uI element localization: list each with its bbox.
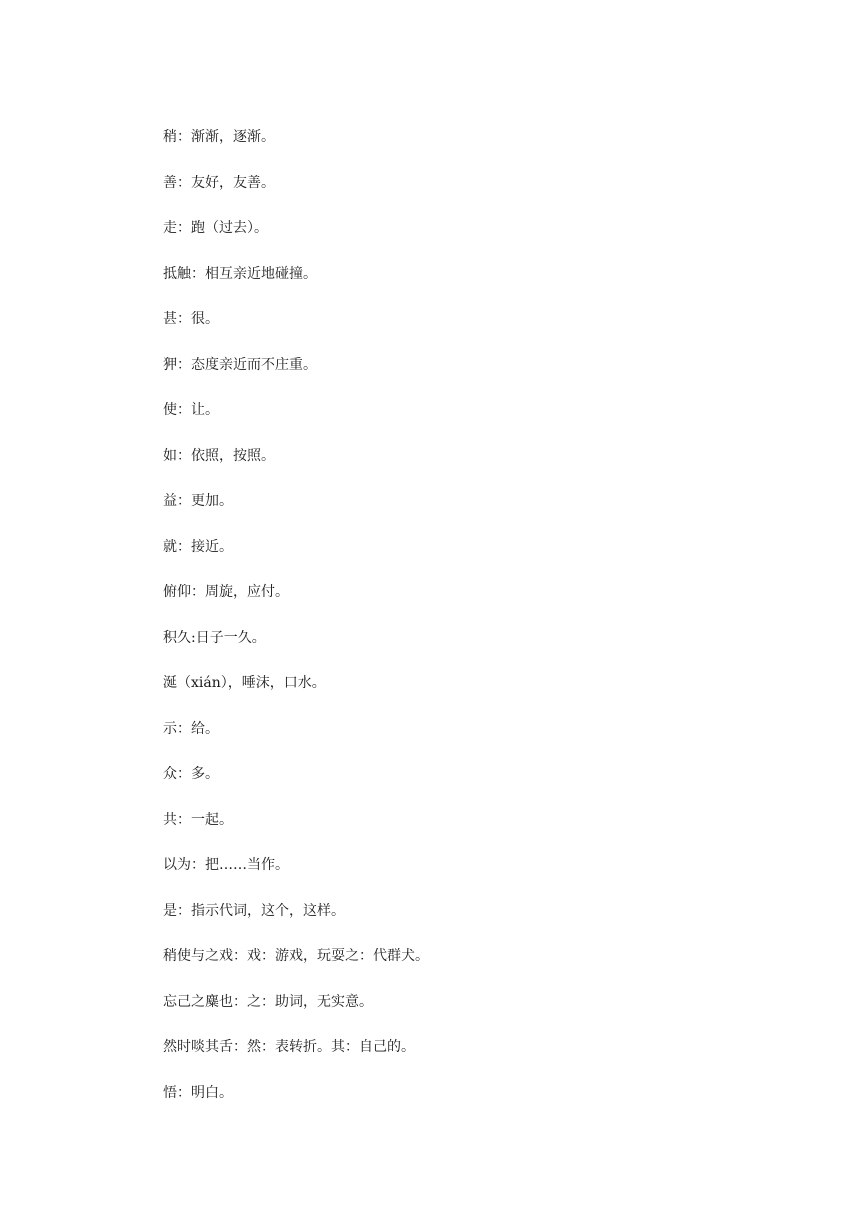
glossary-entry: 稍：渐渐，逐渐。 <box>163 129 275 145</box>
glossary-entry: 狎：态度亲近而不庄重。 <box>163 356 317 373</box>
glossary-entry: 示：给。 <box>163 720 219 737</box>
glossary-entry: 抵触：相互亲近地碰撞。 <box>163 265 317 282</box>
glossary-entry: 共：一起。 <box>163 811 233 828</box>
glossary-entry: 是：指示代词，这个，这样。 <box>163 902 345 919</box>
glossary-entry: 悟：明白。 <box>163 1084 233 1101</box>
glossary-entry: 众：多。 <box>163 766 219 782</box>
glossary-entry: 就：接近。 <box>163 538 233 555</box>
glossary-entry: 以为：把……当作。 <box>163 857 289 873</box>
glossary-entry: 积久:日子一久。 <box>163 629 266 646</box>
glossary-entry: 涎（xián），唾沫，口水。 <box>163 675 326 691</box>
glossary-entry: 如：依照，按照。 <box>163 447 275 464</box>
glossary-entry: 俯仰：周旋，应付。 <box>163 584 289 600</box>
glossary-entry: 甚：很。 <box>163 311 219 327</box>
glossary-entry: 稍使与之戏：戏：游戏，玩耍之：代群犬。 <box>163 948 429 964</box>
glossary-entry: 走：跑（过去）。 <box>163 220 268 236</box>
glossary-entry: 使：让。 <box>163 402 219 418</box>
glossary-entry: 忘己之麋也：之：助词，无实意。 <box>163 993 373 1010</box>
glossary-entry: 然时啖其舌：然：表转折。其：自己的。 <box>163 1039 415 1055</box>
glossary-list <box>163 124 429 1125</box>
glossary-entry: 益：更加。 <box>163 493 233 509</box>
glossary-entry: 善：友好，友善。 <box>163 174 275 191</box>
